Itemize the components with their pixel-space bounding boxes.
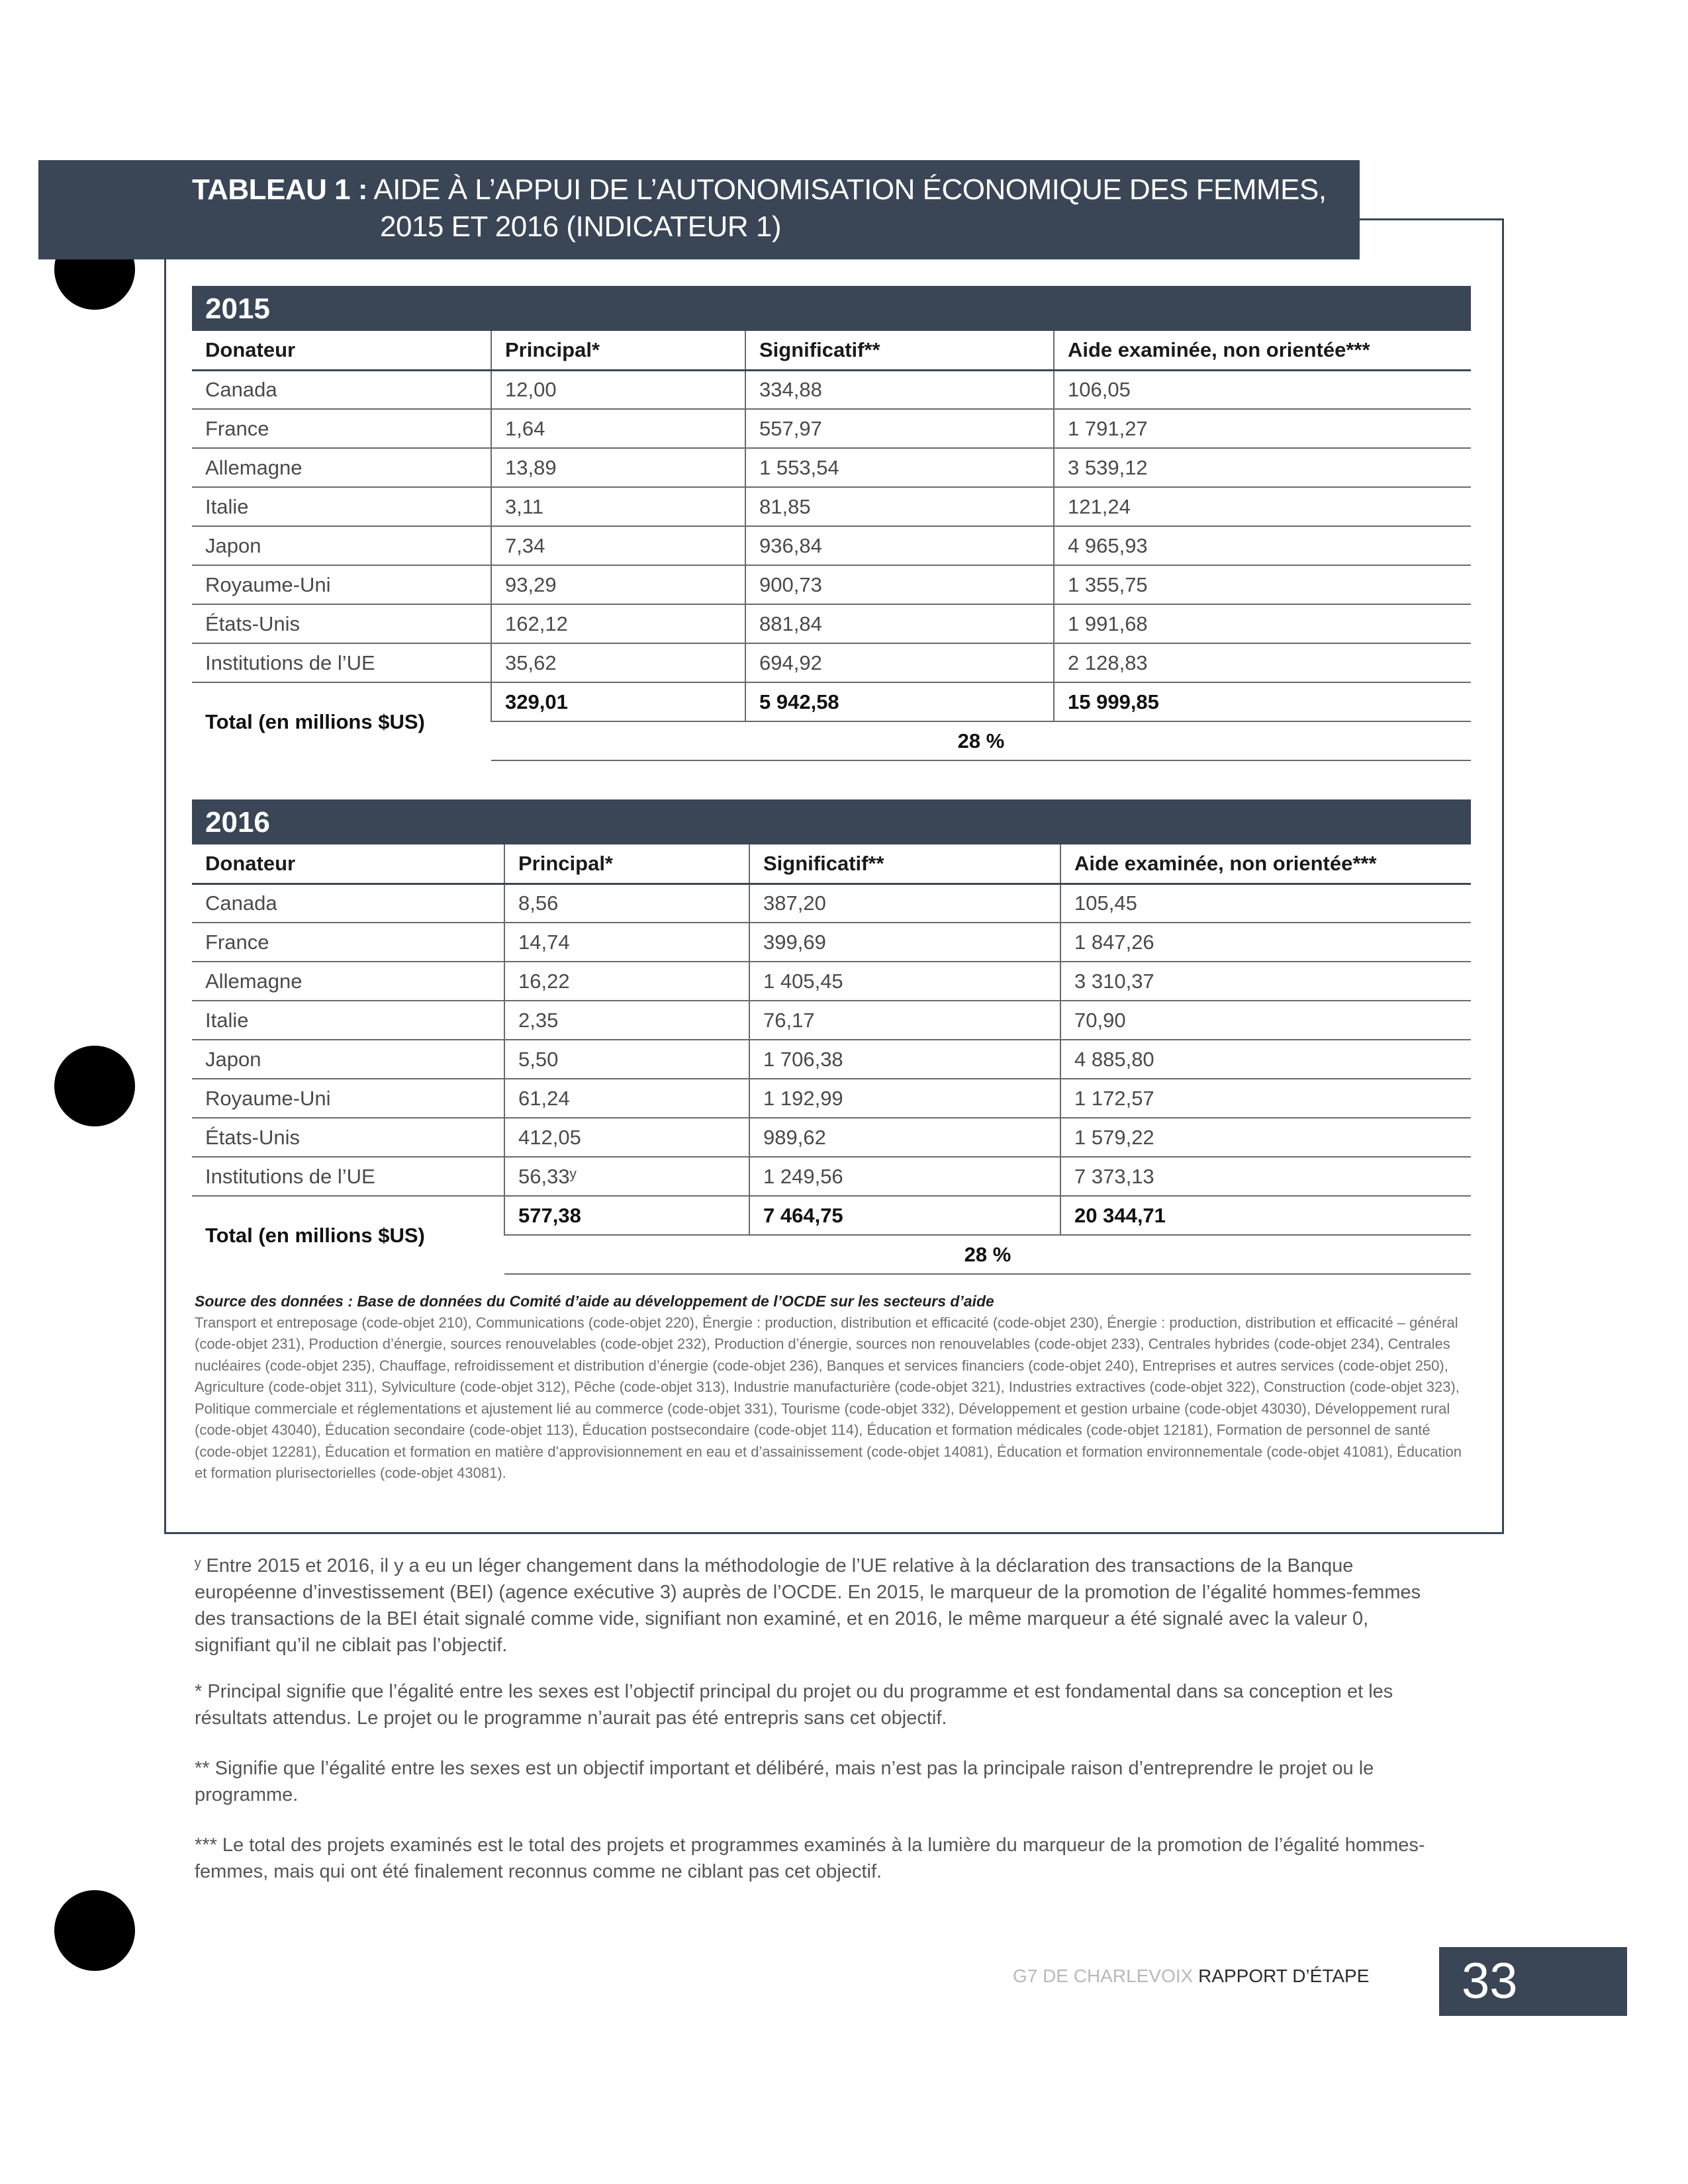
table-title-line2: 2015 ET 2016 (INDICATEUR 1) xyxy=(380,210,782,243)
footer-text xyxy=(1013,1966,1369,1987)
cell-significatif: 881,84 xyxy=(745,604,1054,643)
cell-principal: 2,35 xyxy=(504,1001,749,1040)
cell-significatif: 694,92 xyxy=(745,643,1054,682)
total-significatif: 7 464,75 xyxy=(749,1196,1060,1235)
cell-donateur: États-Unis xyxy=(192,1118,504,1157)
cell-principal: 3,11 xyxy=(491,487,745,526)
cell-principal: 56,33ʸ xyxy=(504,1157,749,1196)
col-header-principal: Principal* xyxy=(504,844,749,884)
cell-significatif: 1 553,54 xyxy=(745,448,1054,487)
footnote-principal: * Principal signifie que l’égalité entre les sexes est l’objectif principal du projet ou du programme et est fondamental dans sa conception et les résultats attendus. Le projet ou le programme n’aurait pas été entrepris sans cet objectif. xyxy=(195,1681,1393,1729)
cell-principal: 13,89 xyxy=(491,448,745,487)
total-principal: 577,38 xyxy=(504,1196,749,1235)
cell-donateur: Italie xyxy=(192,1001,504,1040)
cell-principal: 93,29 xyxy=(491,565,745,604)
source-title: Source des données : Base de données du Comité d’aide au développement de l’OCDE sur les secteurs d’aide xyxy=(195,1293,994,1310)
cell-aide-examinee: 4 885,80 xyxy=(1060,1040,1471,1079)
footnote-significatif: ** Signifie que l’égalité entre les sexes est un objectif important et délibéré, mais n’est pas la principale raison d’entreprendre le projet ou le programme. xyxy=(195,1758,1374,1805)
total-aide-examinee: 20 344,71 xyxy=(1060,1196,1471,1235)
col-header-principal: Principal* xyxy=(491,331,745,370)
total-significatif: 5 942,58 xyxy=(745,682,1054,721)
source-text: Transport et entreposage (code-objet 210), Communications (code-objet 220), Énergie : production, distribution et efficacité (code-objet 230), Énergie : production, distribution et efficacité – général (code-objet 231), Production d’énergie, sources renouvelables (code-objet 232), Production d’énergie, sources non renouvelables (code-objet 233), Centrales hybrides (code-objet 234), Centrales nucléaires (code-objet 235), Chauffage, refroidissement et distribution d’énergie (code-objet 236), Banques et services financiers (code-objet 240), Entreprises et autres services (code-objet 250), Agriculture (code-objet 311), Sylviculture (code-objet 312), Pêche (code-objet 313), Industrie manufacturière (code-objet 321), Industries extractives (code-objet 322), Construction (code-objet 323), Politique commerciale et réglementations et ajustement lié au commerce (code-objet 331), Tourisme (code-objet 332), Développement et gestion urbaine (code-objet 43030), Développement rural (code-objet 43040), Éducation secondaire (code-objet 113), Éducation postsecondaire (code-objet 114), Éducation et formation médicales (code-objet 12181), Formation de personnel de santé (code-objet 12281), Éducation et formation en matière d’approvisionnement en eau et d’assainissement (code-objet 14081), Éducation et formation environnementale (code-objet 41081), Éducation et formation plurisectorielles (code-objet 43081). xyxy=(195,1314,1462,1481)
cell-aide-examinee: 1 791,27 xyxy=(1054,409,1471,448)
col-header-donateur: Donateur xyxy=(192,844,504,884)
cell-principal: 7,34 xyxy=(491,526,745,565)
cell-significatif: 76,17 xyxy=(749,1001,1060,1040)
cell-donateur: France xyxy=(192,923,504,962)
cell-significatif: 1 192,99 xyxy=(749,1079,1060,1118)
col-header-significatif: Significatif** xyxy=(749,844,1060,884)
cell-donateur: Institutions de l’UE xyxy=(192,1157,504,1196)
footnote-aide-examinee: *** Le total des projets examinés est le total des projets et programmes examinés à la lumière du marqueur de la promotion de l’égalité hommes-femmes, mais qui ont été finalement reconnus comme ne ciblant pas cet objectif. xyxy=(195,1835,1425,1882)
total-percent: 28 % xyxy=(491,721,1471,760)
cell-significatif: 936,84 xyxy=(745,526,1054,565)
cell-donateur: Japon xyxy=(192,526,491,565)
cell-donateur: Canada xyxy=(192,884,504,923)
table-title-label: TABLEAU 1 : xyxy=(192,173,368,206)
year-header-2015: 2015 xyxy=(192,286,1471,331)
cell-principal: 5,50 xyxy=(504,1040,749,1079)
cell-significatif: 557,97 xyxy=(745,409,1054,448)
footer-publication: G7 DE CHARLEVOIX xyxy=(1013,1966,1194,1986)
cell-significatif: 81,85 xyxy=(745,487,1054,526)
punch-hole-bottom xyxy=(54,1890,135,1971)
cell-principal: 61,24 xyxy=(504,1079,749,1118)
footnote-methodology: ʸ Entre 2015 et 2016, il y a eu un léger changement dans la méthodologie de l’UE relative à la déclaration des transactions de la Banque européenne d’investissement (BEI) (agence exécutive 3) auprès de l’OCDE. En 2015, le marqueur de la promotion de l’égalité hommes-femmes des transactions de la BEI était signalé comme vide, signifiant non examiné, et en 2016, le même marqueur a été signalé avec la valeur 0, signifiant qu’il ne ciblait pas l’objectif. xyxy=(195,1555,1421,1656)
total-label: Total (en millions $US) xyxy=(205,1223,425,1247)
cell-aide-examinee: 1 355,75 xyxy=(1054,565,1471,604)
cell-significatif: 1 249,56 xyxy=(749,1157,1060,1196)
table-frame xyxy=(164,218,1504,1534)
cell-donateur: Italie xyxy=(192,487,491,526)
cell-significatif: 334,88 xyxy=(745,370,1054,409)
cell-aide-examinee: 4 965,93 xyxy=(1054,526,1471,565)
cell-significatif: 1 405,45 xyxy=(749,962,1060,1001)
cell-principal: 1,64 xyxy=(491,409,745,448)
page-number: 33 xyxy=(1439,1947,1627,2016)
cell-donateur: Institutions de l’UE xyxy=(192,643,491,682)
cell-principal: 12,00 xyxy=(491,370,745,409)
cell-aide-examinee: 1 847,26 xyxy=(1060,923,1471,962)
cell-significatif: 1 706,38 xyxy=(749,1040,1060,1079)
cell-donateur: Canada xyxy=(192,370,491,409)
cell-donateur: Allemagne xyxy=(192,448,491,487)
cell-significatif: 399,69 xyxy=(749,923,1060,962)
cell-donateur: Royaume-Uni xyxy=(192,1079,504,1118)
cell-aide-examinee: 1 991,68 xyxy=(1054,604,1471,643)
cell-significatif: 900,73 xyxy=(745,565,1054,604)
cell-donateur: Allemagne xyxy=(192,962,504,1001)
cell-aide-examinee: 3 310,37 xyxy=(1060,962,1471,1001)
table-title-bar xyxy=(38,160,1360,259)
cell-donateur: France xyxy=(192,409,491,448)
col-header-significatif: Significatif** xyxy=(745,331,1054,370)
cell-aide-examinee: 3 539,12 xyxy=(1054,448,1471,487)
total-label: Total (en millions $US) xyxy=(205,709,425,733)
cell-aide-examinee: 7 373,13 xyxy=(1060,1157,1471,1196)
cell-aide-examinee: 2 128,83 xyxy=(1054,643,1471,682)
col-header-aide-examinee: Aide examinée, non orientée*** xyxy=(1060,844,1471,884)
cell-principal: 16,22 xyxy=(504,962,749,1001)
cell-principal: 14,74 xyxy=(504,923,749,962)
cell-principal: 162,12 xyxy=(491,604,745,643)
table-title-line1 xyxy=(192,173,1327,206)
cell-significatif: 387,20 xyxy=(749,884,1060,923)
cell-donateur: Japon xyxy=(192,1040,504,1079)
cell-significatif: 989,62 xyxy=(749,1118,1060,1157)
year-header-2016: 2016 xyxy=(192,799,1471,844)
cell-aide-examinee: 106,05 xyxy=(1054,370,1471,409)
cell-aide-examinee: 1 579,22 xyxy=(1060,1118,1471,1157)
punch-hole-middle xyxy=(54,1046,135,1126)
total-principal: 329,01 xyxy=(491,682,745,721)
total-aide-examinee: 15 999,85 xyxy=(1054,682,1471,721)
col-header-donateur: Donateur xyxy=(192,331,491,370)
cell-principal: 8,56 xyxy=(504,884,749,923)
cell-principal: 412,05 xyxy=(504,1118,749,1157)
cell-donateur: Royaume-Uni xyxy=(192,565,491,604)
footer-report-label: RAPPORT D’ÉTAPE xyxy=(1198,1966,1370,1986)
col-header-aide-examinee: Aide examinée, non orientée*** xyxy=(1054,331,1471,370)
cell-aide-examinee: 105,45 xyxy=(1060,884,1471,923)
table-title-text: AIDE À L’APPUI DE L’AUTONOMISATION ÉCONOMIQUE DES FEMMES, xyxy=(373,173,1327,206)
cell-principal: 35,62 xyxy=(491,643,745,682)
cell-aide-examinee: 70,90 xyxy=(1060,1001,1471,1040)
cell-donateur: États-Unis xyxy=(192,604,491,643)
cell-aide-examinee: 121,24 xyxy=(1054,487,1471,526)
cell-aide-examinee: 1 172,57 xyxy=(1060,1079,1471,1118)
total-percent: 28 % xyxy=(504,1235,1471,1274)
